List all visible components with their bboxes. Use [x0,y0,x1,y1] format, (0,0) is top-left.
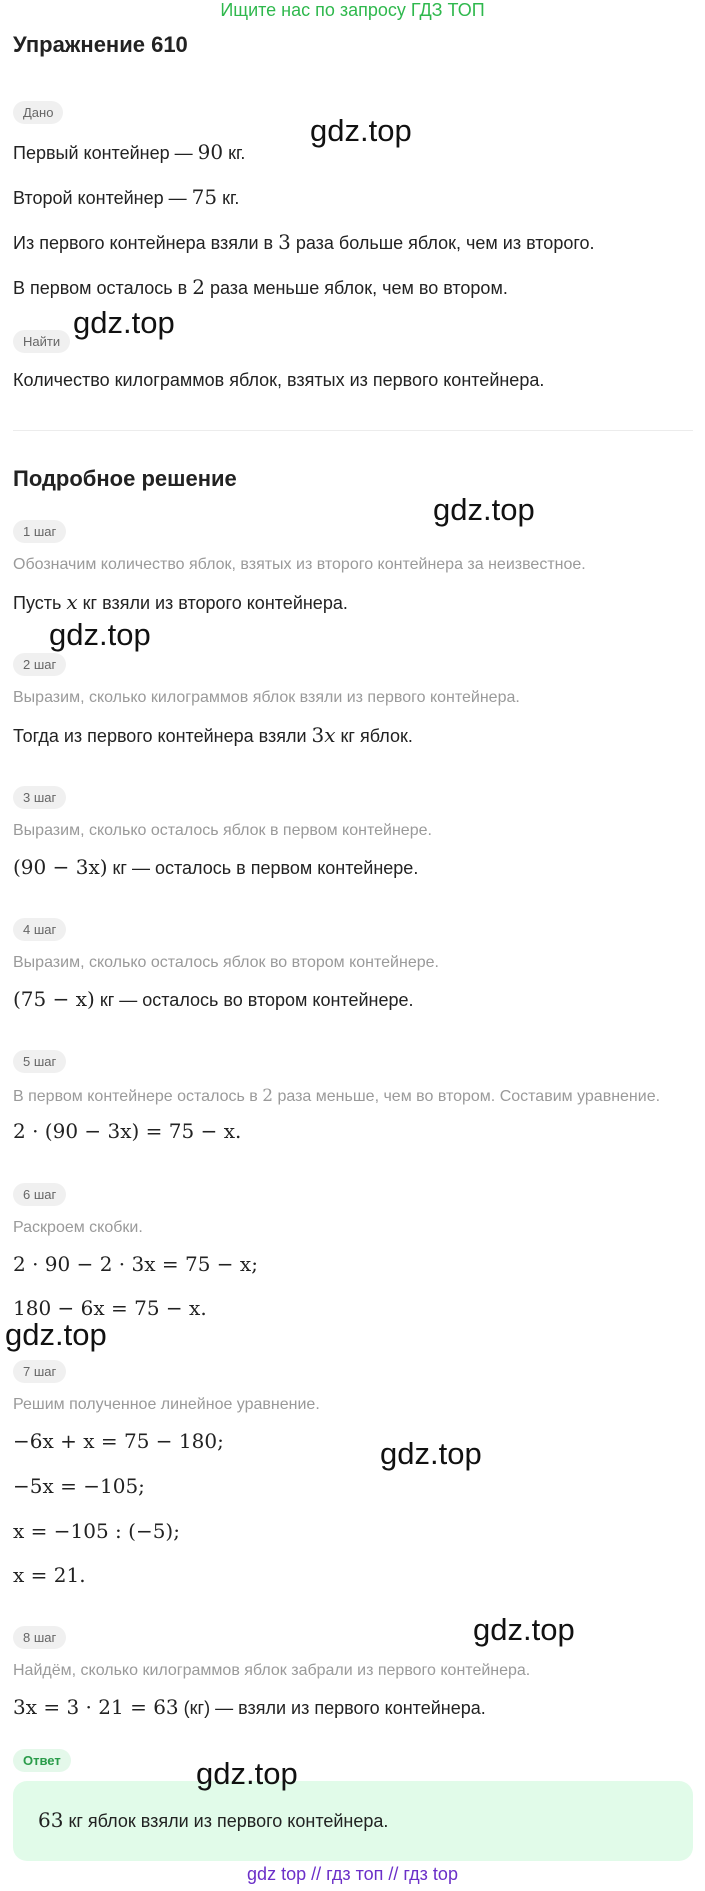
watermark: gdz.top [433,492,535,527]
step-1-text [13,590,348,614]
step-3-hint: Выразим, сколько осталось яблок в первом контейнере. [13,822,432,839]
step-5-hint-post: раза меньше, чем во втором. Составим уравнение. [273,1088,661,1105]
given-line-1-unit: кг. [223,143,246,163]
answer-number: 63 [38,1808,64,1832]
step-6-expression-2: 180 − 6x = 75 − x. [13,1296,207,1320]
step-1-var: x [66,590,78,614]
given-line-2-text: Второй контейнер — [13,188,192,208]
step-6-expression-1: 2 · 90 − 2 · 3x = 75 − x; [13,1252,258,1276]
step-8-text [13,1695,486,1719]
find-tag [13,330,70,353]
step-4-tag [13,918,66,941]
given-line-2-number: 75 [191,185,218,209]
step-1-pre: Пусть [13,593,67,613]
answer-tag [13,1749,71,1772]
given-tag-label: Дано [13,101,63,124]
answer-text [38,1808,388,1832]
step-6-hint: Раскроем скобки. [13,1219,143,1236]
step-4-expression: (75 − x) [13,987,95,1011]
step-7-line-3 [13,1519,180,1543]
step-7-expression-4: x = 21. [13,1563,86,1587]
given-line-1-text: Первый контейнер — [13,143,198,163]
given-line-3-number: 3 [278,230,291,254]
step-3-text [13,855,418,879]
step-5-expression: 2 · (90 − 3x) = 75 − x. [13,1119,242,1143]
step-6-tag [13,1183,66,1206]
step-8-post: — взяли из первого контейнера. [210,1698,486,1718]
step-7-line-4 [13,1563,86,1587]
step-6-tag-label: 6 шаг [13,1183,66,1206]
step-7-line-2 [13,1474,145,1498]
step-2-hint: Выразим, сколько килограммов яблок взяли из первого контейнера. [13,689,520,706]
watermark: gdz.top [473,1612,575,1647]
step-2-coefficient: 3 [311,723,325,747]
given-line-3 [13,230,595,254]
watermark: gdz.top [73,305,175,340]
step-4-post: кг — осталось во втором контейнере. [94,990,414,1010]
given-line-1 [13,140,245,164]
step-2-post: кг яблок. [335,726,413,746]
find-text: Количество килограммов яблок, взятых из первого контейнера. [13,370,545,390]
solution-title: Подробное решение [13,466,237,491]
step-5-equation [13,1119,241,1143]
step-4-tag-label: 4 шаг [13,918,66,941]
step-5-tag [13,1050,66,1073]
step-3-tag-label: 3 шаг [13,786,66,809]
step-7-expression-3: x = −105 : (−5); [13,1519,180,1543]
given-line-2 [13,185,239,209]
step-7-expression-1: −6x + x = 75 − 180; [13,1429,224,1453]
given-line-4-number: 2 [192,275,205,299]
step-3-expression: (90 − 3x) [13,855,108,879]
step-7-hint: Решим полученное линейное уравнение. [13,1396,320,1413]
page-title: Упражнение 610 [13,32,188,57]
given-line-4-rest: раза меньше яблок, чем во втором. [204,278,508,298]
step-3-tag [13,786,66,809]
footer-links[interactable]: gdz top // гдз топ // гдз top [247,1864,458,1884]
given-line-4-text: В первом осталось в [13,278,193,298]
step-3-post: кг — осталось в первом контейнере. [107,858,419,878]
watermark: gdz.top [5,1317,107,1352]
step-2-text [13,723,413,747]
step-8-hint: Найдём, сколько килограммов яблок забрали из первого контейнера. [13,1662,531,1679]
step-1-post: кг взяли из второго контейнера. [77,593,348,613]
watermark: gdz.top [380,1436,482,1471]
step-8-expression: 3x = 3 · 21 = 63 [13,1695,179,1719]
step-5-hint-number: 2 [262,1086,274,1106]
step-5-tag-label: 5 шаг [13,1050,66,1073]
step-8-tag [13,1626,66,1649]
given-line-4 [13,275,508,299]
given-tag [13,101,63,124]
step-7-tag [13,1360,66,1383]
step-1-hint: Обозначим количество яблок, взятых из второго контейнера за неизвестное. [13,556,586,573]
step-1-tag-label: 1 шаг [13,520,66,543]
promo-banner[interactable]: Ищите нас по запросу ГДЗ ТОП [220,0,485,20]
step-7-line-1 [13,1429,224,1453]
given-line-2-unit: кг. [217,188,240,208]
step-5-hint-pre: В первом контейнере осталось в [13,1088,263,1105]
given-line-3-text: Из первого контейнера взяли в [13,233,279,253]
step-8-unit: (кг) [178,1698,211,1718]
step-7-expression-2: −5x = −105; [13,1474,145,1498]
step-2-tag-label: 2 шаг [13,653,66,676]
step-6-line-1 [13,1252,258,1276]
watermark: gdz.top [310,113,412,148]
watermark: gdz.top [49,617,151,652]
watermark: gdz.top [196,1756,298,1791]
step-4-hint: Выразим, сколько осталось яблок во втором контейнере. [13,954,439,971]
find-tag-label: Найти [13,330,70,353]
step-2-var: x [324,723,336,747]
step-8-tag-label: 8 шаг [13,1626,66,1649]
step-5-hint [13,1086,660,1106]
step-1-tag [13,520,66,543]
answer-body: кг яблок взяли из первого контейнера. [63,1811,389,1831]
step-2-pre: Тогда из первого контейнера взяли [13,726,312,746]
step-2-tag [13,653,66,676]
answer-tag-label: Ответ [13,1749,71,1772]
step-4-text [13,987,414,1011]
given-line-3-rest: раза больше яблок, чем из второго. [290,233,595,253]
step-7-tag-label: 7 шаг [13,1360,66,1383]
given-line-1-number: 90 [197,140,224,164]
section-divider [13,430,693,431]
